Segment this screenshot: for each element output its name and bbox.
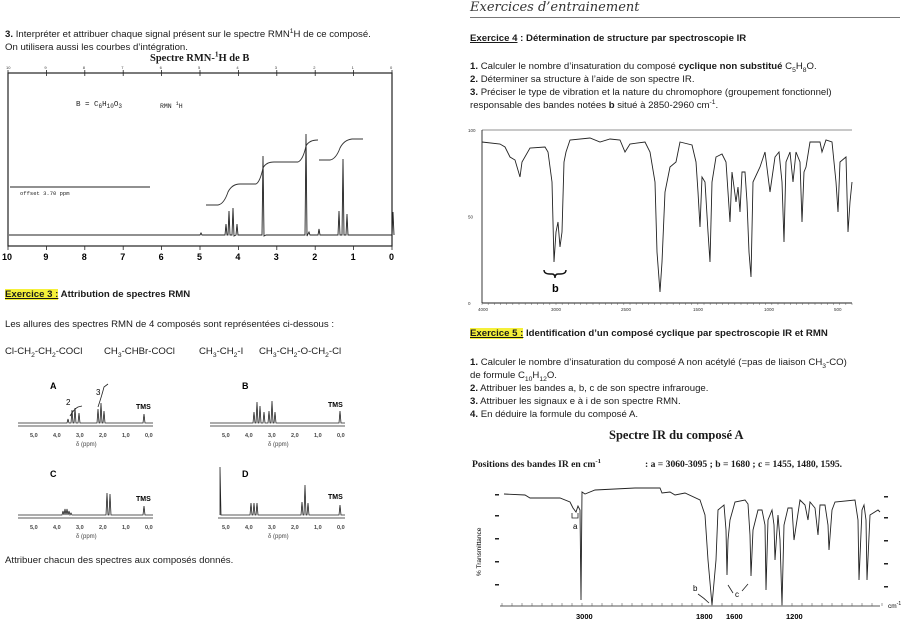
y-mark [495,584,499,586]
tick-label: 2,0 [99,433,107,439]
top-tick-label: 6 [159,65,162,70]
exercise-4-heading [470,33,746,45]
rmn-label: RMN $^1$H [160,101,183,110]
y-mark [495,561,499,563]
exercise-5-title: Identification d’un composé cyclique par spectroscopie IR et RMN [526,328,828,339]
mini-spectrum-a [18,381,153,448]
x-tick-label: 2500 [621,307,632,312]
band-bracket-a [572,513,578,518]
mini-spectrum-d [218,467,345,540]
question-number: 3. [5,29,14,40]
bottom-tick-label: 0 [389,252,395,262]
tick-label: 3,0 [76,433,84,439]
bottom-tick-label: 9 [43,252,49,262]
exercise-5-q3: 3. Attribuer les signaux e à i de son spectre RMN. [470,396,681,407]
tick-label: 2,0 [291,525,299,531]
delta-axis-label: δ (ppm) [268,534,289,540]
tick-label: 5,0 [222,433,230,439]
exercise-5-q4: 4. En déduire la formule du composé A. [470,409,639,420]
exercise-4-q3-line1: 3. Préciser le type de vibration et la nature du chromophore (groupement fonctionnel) [470,87,832,98]
axis-labels [222,525,345,540]
tick-label: 5,0 [30,525,38,531]
exercise-5-q1-line1: 1. Calculer le nombre d’insaturation du composé A non acétylé (=pas de liaison $CH_3-CO$) [470,357,847,370]
x-tick-label: 1500 [693,307,704,312]
band-label-b: b [693,584,698,593]
tick-label: 5,0 [30,433,38,439]
nmr-spectrum-title [150,49,250,64]
exercise-3-title: Attribution de spectres RMN [60,289,191,300]
x-axis-labels [478,303,852,312]
band-arrow-c [728,585,733,593]
question-3-line2: On utilisera aussi les courbes d’intégration. [5,42,188,53]
x-tick-label: 500 [834,307,842,312]
tick-label: 3,0 [76,525,84,531]
y-tick-label: 100 [468,128,476,133]
bottom-tick-label: 7 [120,252,126,262]
formula-label: $B = C_6H_{10}O_3$ [76,101,122,110]
ir-spectrum-a-title: Spectre IR du composé A [609,428,744,442]
axis-labels [30,433,153,448]
band-label-b: b [552,283,559,295]
question-text: H de ce composé. [293,29,371,40]
delta-axis-label: δ (ppm) [268,442,289,448]
tick-label: 4,0 [53,525,61,531]
exercise-5-heading [470,328,828,340]
y-mark [884,496,888,498]
tick-label: 1,0 [314,525,322,531]
x-tick-label: 1800 [696,612,713,621]
superscript: 1 [289,27,294,35]
top-tick-label: 7 [121,65,124,70]
title-text: Spectre RMN- [150,53,215,64]
y-axis-label: % Transmittance [476,527,483,576]
top-tick-label: 10 [6,65,11,70]
bottom-tick-label: 4 [235,252,241,262]
spectrum-label: D [242,469,249,479]
bottom-tick-label: 10 [2,252,13,262]
bottom-tick-label: 6 [158,252,164,262]
spectrum-label: B [242,381,249,391]
ir-spectrum-a [460,480,910,621]
axis-labels [222,433,345,448]
x-tick-label: 3000 [576,612,593,621]
exercise-3-intro: Les allures des spectres RMN de 4 composés sont représentées ci-dessous : [5,319,335,330]
integral-curve [206,140,318,205]
top-tick-label: 3 [274,65,278,70]
bottom-tick-label: 3 [273,252,279,262]
tick-label: 4,0 [245,525,253,531]
tms-label: TMS [136,404,151,411]
tick-label: 1,0 [122,433,130,439]
x-tick-label: 4000 [478,307,489,312]
bottom-tick-label: 2 [312,252,318,262]
bottom-axis-ticks [8,246,392,250]
x-tick-label: 1600 [726,612,743,621]
top-axis-ticks [6,65,393,76]
axis-labels [30,525,153,540]
band-arrow-b [698,594,709,603]
x-unit-label: $cm^{-1}$ [888,601,902,610]
ir-trace [504,488,880,605]
tick-label: 3,0 [268,525,276,531]
compound-2: $CH_3-CHBr$-COCl [104,346,175,359]
spectrum-trace [18,403,153,423]
top-tick-label: 1 [351,65,354,70]
offset-label: offset 3.70 ppm [20,190,70,197]
mini-spectrum-b [210,381,345,448]
tick-label: 1,0 [314,433,322,439]
compound-3: $CH_3-CH_2-I$ [199,346,244,359]
spectrum-frame [8,73,392,246]
question-3-line1 [5,29,371,41]
y-tick-label: 0 [468,301,471,306]
exercise-4-q3-line2: responsable des bandes notées b situé à 2850-2960 $cm^{-1}$. [470,98,719,111]
superscript: 1 [214,49,219,59]
band-bracket [544,270,566,278]
tick-label: 1,0 [122,525,130,531]
exercise-5-label: Exercice 5 : [470,328,524,339]
y-mark [495,494,499,496]
tick-label: 4,0 [53,433,61,439]
x-tick-label: 1200 [786,612,803,621]
y-mark [884,586,888,588]
tick-label: 0,0 [145,525,153,531]
exercise-5-q1-line2: de formule $C_{10}H_{12}O$. [470,370,557,383]
bottom-tick-label: 1 [350,252,356,262]
y-tick-label: 50 [468,214,474,220]
y-axis-labels [468,128,476,306]
ir-band-positions-values: : a = 3060-3095 ; b = 1680 ; c = 1455, 1480, 1595. [645,459,843,470]
tick-label: 5,0 [222,525,230,531]
exercise-5-q2: 2. Attribuer les bandes a, b, c de son spectre infrarouge. [470,383,709,394]
integral-label: 3 [96,388,101,397]
exercise-3-question: Attribuer chacun des spectres aux composés donnés. [5,555,234,566]
tms-label: TMS [328,402,343,409]
x-axis-minor-ticks [502,603,882,606]
spectrum-trace [18,493,153,515]
spectrum-label: C [50,469,57,479]
top-tick-label: 5 [198,65,201,70]
band-label-a: a [573,522,578,531]
tick-label: 4,0 [245,433,253,439]
tick-label: 0,0 [337,525,345,531]
spectrum-trace [220,467,345,515]
tick-label: 2,0 [291,433,299,439]
top-tick-label: 9 [44,65,47,70]
title-text: H de B [218,53,250,64]
exercise-4-q2: 2. Déterminer sa structure à l’aide de son spectre IR. [470,74,695,85]
y-mark [495,538,499,540]
tick-label: 2,0 [99,525,107,531]
mini-spectrum-c [18,469,153,540]
spectrum-label: A [50,381,57,391]
band-label-c: c [735,590,739,599]
tick-label: 0,0 [337,433,345,439]
exercise-3-label: Exercice 3 : [5,289,59,300]
band-arrow-c [742,584,748,591]
tms-label: TMS [136,496,151,503]
exercise-4-label: Exercice 4 [470,33,518,44]
compound-4: $CH_3-CH_2-O-CH_2-Cl$ [259,346,342,359]
top-tick-label: 8 [82,65,86,70]
nmr-trace [9,134,394,236]
ir-trace [482,138,852,292]
y-mark [884,540,888,542]
tms-label: TMS [328,494,343,501]
tick-label: 3,0 [268,433,276,439]
delta-axis-label: δ (ppm) [76,442,97,448]
x-tick-label: 1000 [764,307,775,312]
ir-band-positions-label: Positions des bandes IR en $cm^{-1}$ [472,457,602,470]
top-tick-label: 0 [390,65,393,70]
mini-nmr-spectra [0,365,380,555]
spectrum-trace [210,401,345,423]
bottom-tick-label: 5 [197,252,203,262]
y-mark [884,517,888,519]
exercise-4-q1: 1. Calculer le nombre d’insaturation du composé cyclique non substitué $C_5H_8O$. [470,61,817,74]
top-tick-label: 2 [313,65,316,70]
bottom-axis-labels [2,252,394,262]
nmr-spectrum-b [0,64,410,280]
header-divider [470,17,900,18]
top-tick-label: 4 [236,65,239,70]
bottom-tick-label: 8 [81,252,87,262]
integral-curve [319,139,363,160]
compound-1: $Cl-CH_2-CH_2$-COCl [5,346,83,359]
integral-label: 2 [66,398,71,407]
x-tick-label: 3000 [551,307,562,312]
y-mark [884,563,888,565]
tick-label: 0,0 [145,433,153,439]
y-mark [495,515,499,517]
delta-axis-label: δ (ppm) [76,534,97,540]
exercise-4-title: : Détermination de structure par spectroscopie IR [520,33,747,44]
exercise-3-heading [5,289,190,301]
page-header: Exercices d’entrainement [470,0,640,15]
ir-spectrum-ex4 [460,122,870,317]
question-text: Interpréter et attribuer chaque signal présent sur le spectre RMN [15,29,290,40]
